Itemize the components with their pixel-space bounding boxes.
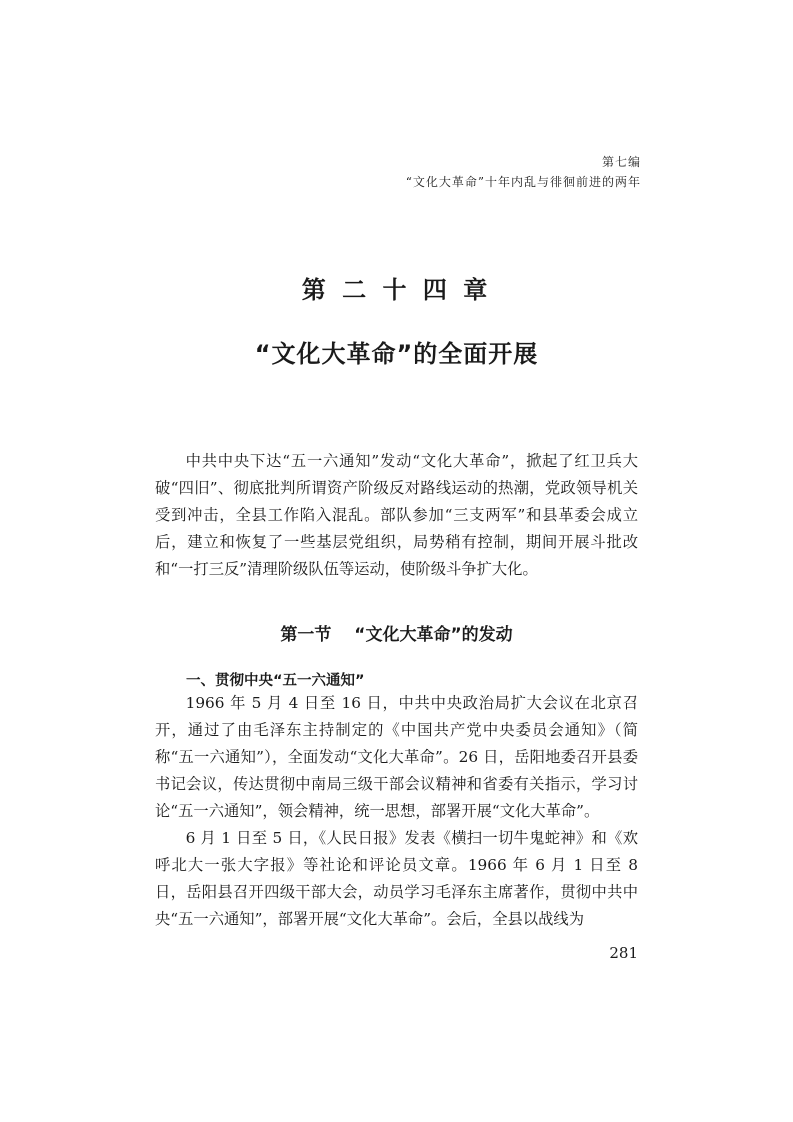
chapter-title: “文化大革命”的全面开展	[254, 340, 539, 368]
page-number: 281	[609, 944, 638, 962]
running-head	[406, 152, 641, 192]
body-text	[155, 690, 638, 933]
body-paragraph: 1966 年 5 月 4 日至 16 日，中共中央政治局扩大会议在北京召开，通过了由毛泽东主持制定的《中国共产党中央委员会通知》（简称“五一六通知”），全面发动“文化大革命”。26 日，岳阳地委召开县委书记会议，传达贯彻中南局三级干部会议精神和省委有关指示，学习讨论“五一六通知”，领会精神，统一思想，部署开展“文化大革命”。	[155, 694, 638, 820]
running-head-part-title: “文化大革命”十年内乱与徘徊前进的两年	[405, 175, 641, 189]
chapter-intro	[155, 448, 638, 583]
running-head-part: 第七编	[601, 155, 641, 169]
body-paragraph: 6 月 1 日至 5 日，《人民日报》发表《横扫一切牛鬼蛇神》和《欢呼北大一张大字报》等社论和评论员文章。1966 年 6 月 1 日至 8 日，岳阳县召开四级干部大会，动员学习毛泽东主席著作，贯彻中共中央“五一六通知”，部署开展“文化大革命”。会后，全县以战线为	[155, 829, 638, 928]
chapter-number: 第 二 十 四 章	[301, 276, 492, 304]
section-title: 第一节 “文化大革命”的发动	[280, 625, 513, 645]
subsection-title: 一、贯彻中央“五一六通知”	[186, 673, 365, 689]
intro-paragraph: 中共中央下达“五一六通知”发动“文化大革命”，掀起了红卫兵大破“四旧”、彻底批判所谓资产阶级反对路线运动的热潮，党政领导机关受到冲击，全县工作陷入混乱。部队参加“三支两军”和县革委会成立后，建立和恢复了一些基层党组织，局势稍有控制，期间开展斗批改和“一打三反”清理阶级队伍等运动，使阶级斗争扩大化。	[155, 452, 638, 578]
